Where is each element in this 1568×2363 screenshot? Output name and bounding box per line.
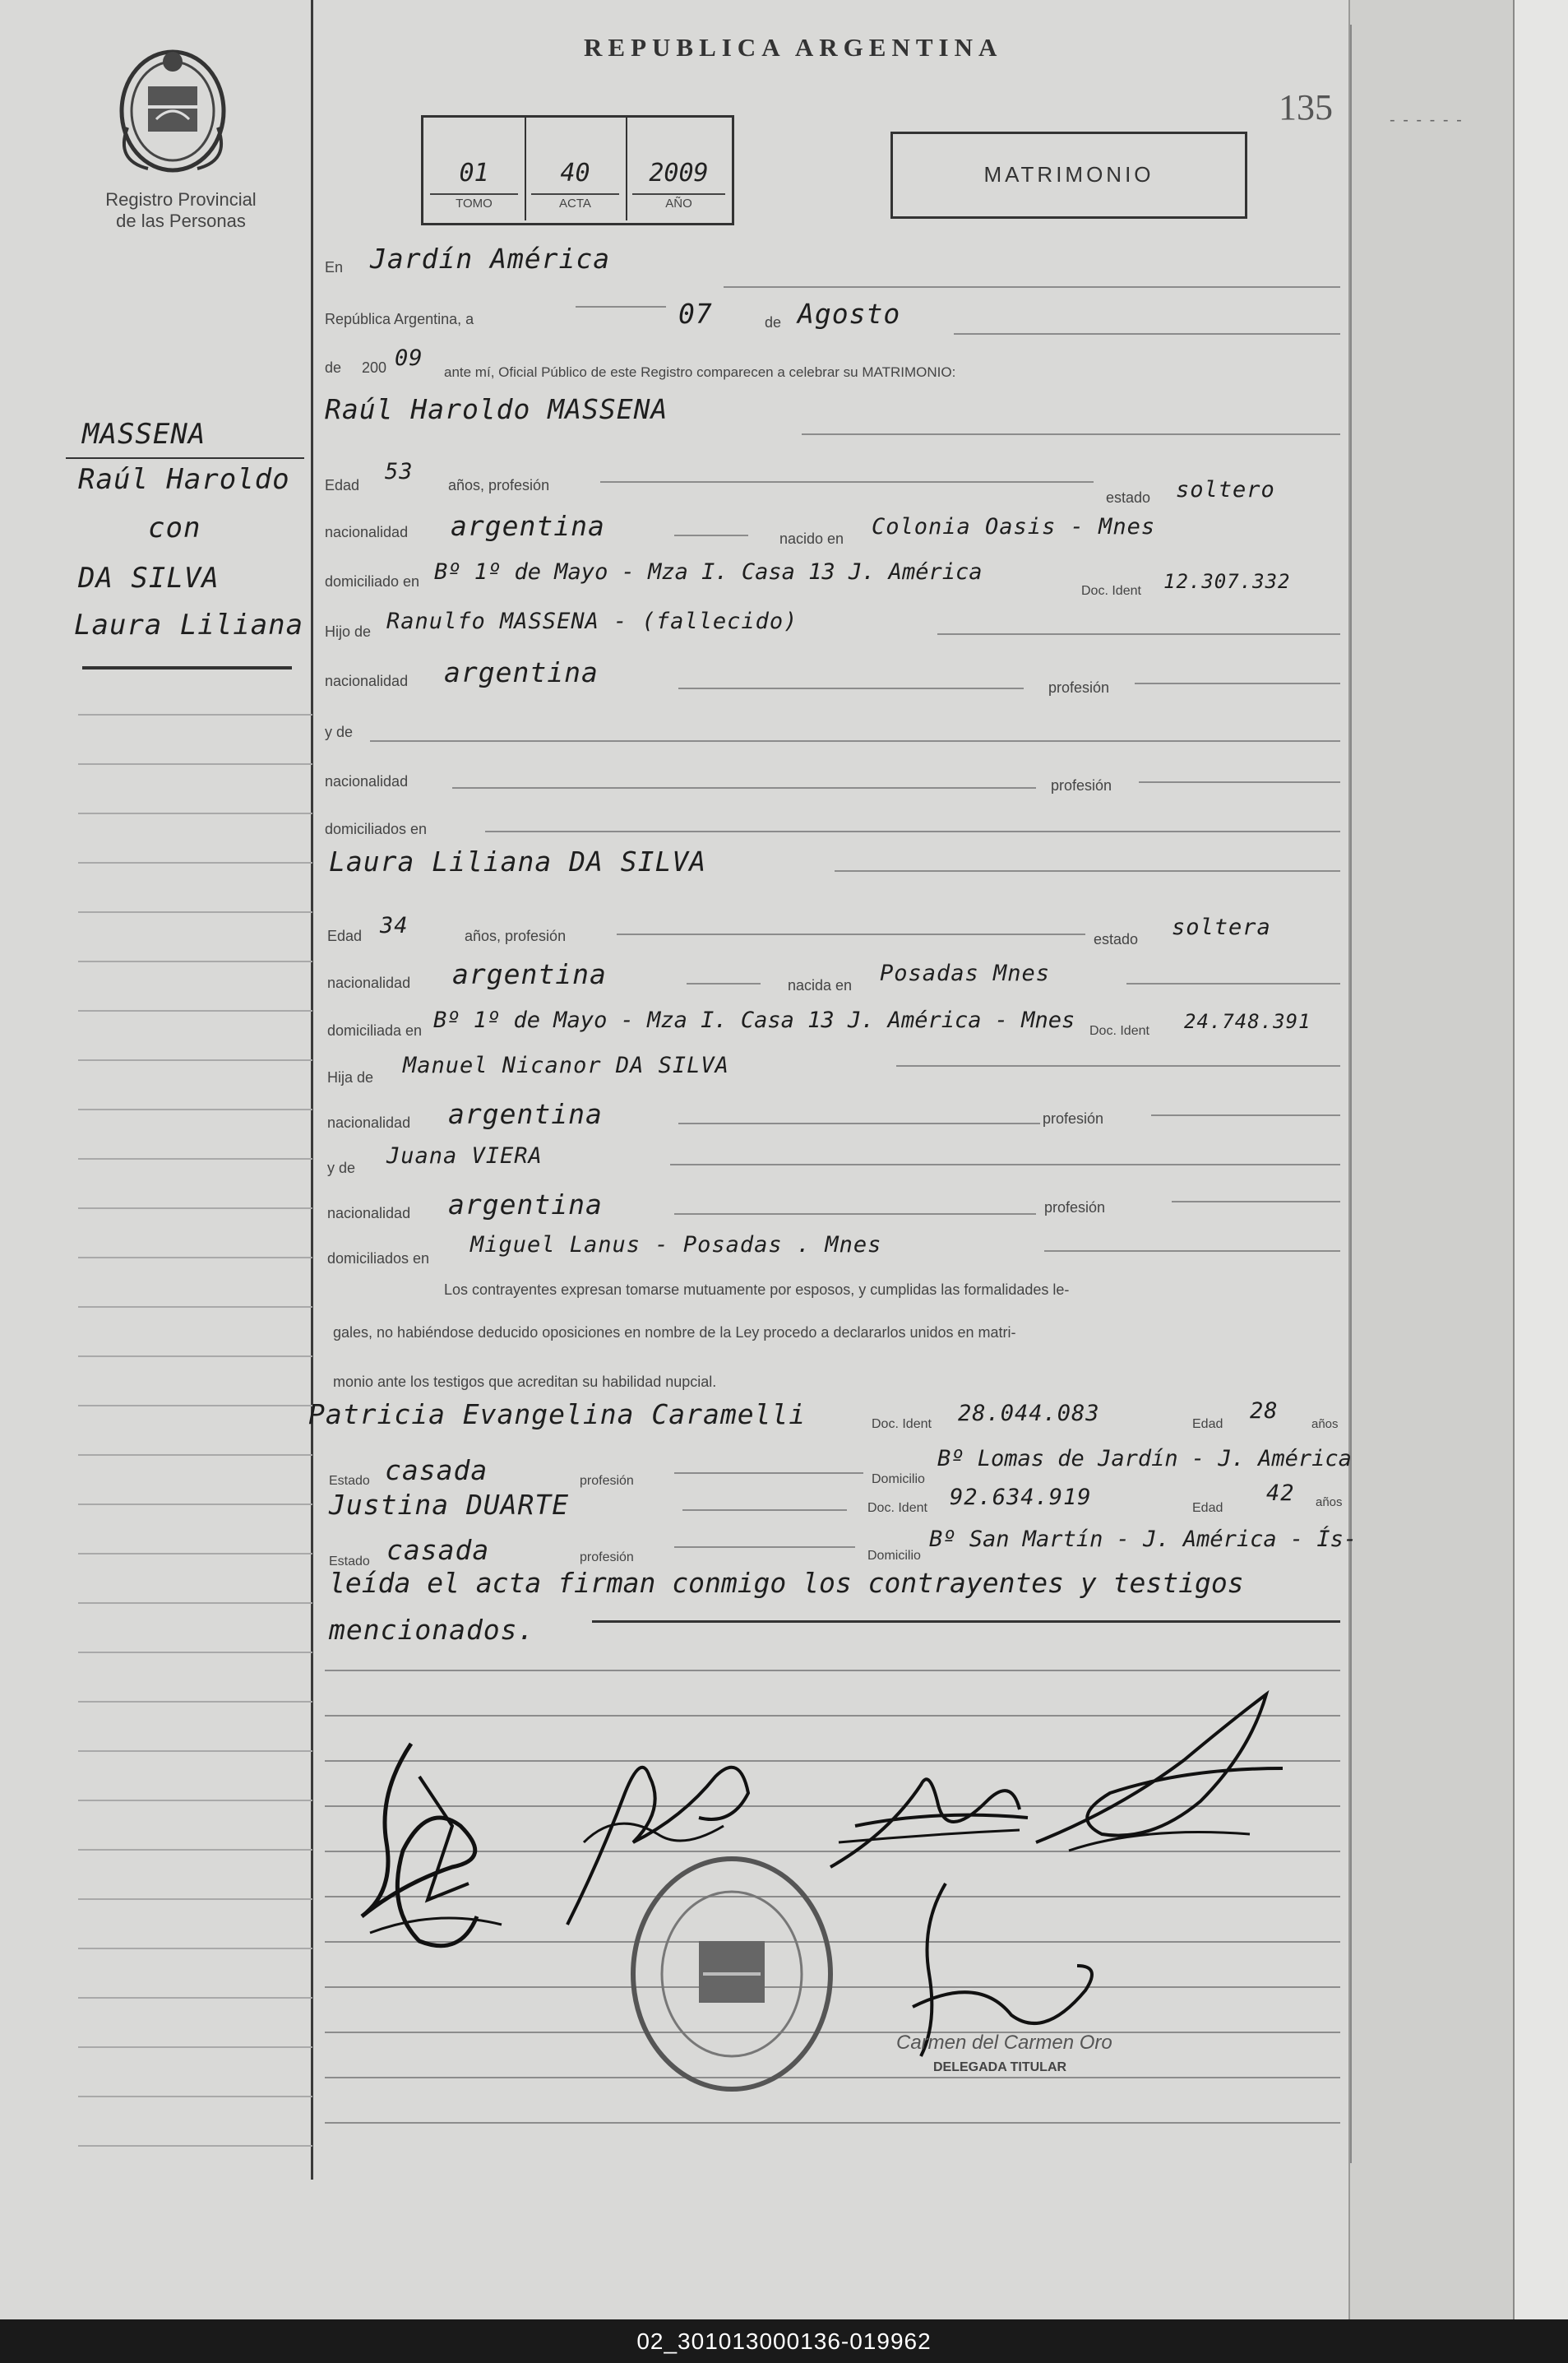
place-value: Jardín América bbox=[370, 243, 611, 275]
label-de-anio: de bbox=[325, 359, 342, 376]
groom-father-nat: argentina bbox=[444, 656, 599, 688]
groom-nationality: argentina bbox=[451, 510, 605, 542]
label-de-mes: de bbox=[765, 314, 782, 331]
groom-doc: 12.307.332 bbox=[1163, 570, 1291, 593]
paragraph-line-2: gales, no habiéndose deducido oposiciones en nombre de la Ley procedo a declararlos unidos en matri- bbox=[333, 1324, 1016, 1341]
paragraph-line-3: monio ante los testigos que acreditan su habilidad nupcial. bbox=[333, 1374, 717, 1390]
anio-label: AÑO bbox=[665, 197, 692, 211]
label-nacido-en: nacido en bbox=[779, 531, 844, 547]
label-domiciliada-en: domiciliada en bbox=[327, 1022, 423, 1039]
label-domiciliados-en-bride: domiciliados en bbox=[327, 1250, 430, 1267]
label-nacionalidad-mother: nacionalidad bbox=[325, 773, 409, 790]
label-nacionalidad-bride: nacionalidad bbox=[327, 975, 411, 991]
officer-title: DELEGADA TITULAR bbox=[933, 2060, 1067, 2074]
witness1-address: Bº Lomas de Jardín - J. América bbox=[937, 1446, 1352, 1471]
label-anios-w1: años bbox=[1311, 1417, 1339, 1431]
bride-status: soltera bbox=[1172, 915, 1271, 940]
witness2-name: Justina DUARTE bbox=[329, 1489, 570, 1521]
label-en: En bbox=[325, 259, 344, 276]
label-profesion-father: profesión bbox=[1048, 679, 1110, 696]
page-edge-outer bbox=[1513, 0, 1568, 2319]
bride-address: Bº 1º de Mayo - Mza I. Casa 13 J. América - Mnes bbox=[433, 1008, 1075, 1033]
label-hijo-de: Hijo de bbox=[325, 623, 372, 640]
country-title: REPUBLICA ARGENTINA bbox=[584, 33, 1003, 62]
label-hija-de: Hija de bbox=[327, 1069, 374, 1086]
label-y-de-mother: y de bbox=[325, 724, 354, 740]
year-suffix: 09 bbox=[395, 345, 423, 371]
groom-address: Bº 1º de Mayo - Mza I. Casa 13 J. América bbox=[434, 559, 983, 585]
act-type-box bbox=[890, 132, 1247, 219]
label-nacionalidad-bride-mother: nacionalidad bbox=[327, 1205, 411, 1221]
label-anios-profesion: años, profesión bbox=[448, 477, 550, 493]
label-anios-w2: años bbox=[1316, 1495, 1343, 1509]
acta-cell bbox=[525, 118, 627, 220]
label-edad-bride: Edad bbox=[327, 928, 363, 944]
bride-nationality: argentina bbox=[452, 958, 607, 990]
label-edad: Edad bbox=[325, 477, 360, 493]
provincial-emblem bbox=[107, 37, 238, 185]
label-doc-ident-bride: Doc. Ident bbox=[1089, 1024, 1149, 1038]
witness2-age: 42 bbox=[1266, 1480, 1295, 1506]
label-estado-w1: Estado bbox=[329, 1474, 370, 1488]
groom-father: Ranulfo MASSENA - (fallecido) bbox=[386, 609, 798, 634]
bride-born: Posadas Mnes bbox=[880, 961, 1051, 986]
label-comparecen: ante mí, Oficial Público de este Registro comparecen a celebrar su MATRIMONIO: bbox=[444, 364, 956, 380]
bride-father-nat: argentina bbox=[448, 1098, 603, 1130]
label-y-de-bride-mother: y de bbox=[327, 1160, 356, 1176]
label-domicilio-w2: Domicilio bbox=[867, 1549, 921, 1563]
officer-name: Carmen del Carmen Oro bbox=[896, 2032, 1112, 2054]
margin-divider bbox=[311, 0, 313, 2180]
day-value: 07 bbox=[678, 298, 713, 330]
label-profesion-w2: profesión bbox=[580, 1550, 634, 1564]
groom-name: Raúl Haroldo MASSENA bbox=[325, 393, 668, 425]
label-estado-bride: estado bbox=[1094, 931, 1139, 948]
label-edad-w1: Edad bbox=[1192, 1417, 1223, 1431]
signature-witness1 bbox=[822, 1752, 1036, 1883]
record-number-box bbox=[421, 115, 734, 225]
label-domicilio-w1: Domicilio bbox=[872, 1472, 925, 1486]
tomo-label: TOMO bbox=[456, 197, 493, 211]
label-domiciliado-en: domiciliado en bbox=[325, 573, 420, 590]
witness1-status: casada bbox=[385, 1454, 488, 1486]
label-nacionalidad: nacionalidad bbox=[325, 524, 409, 540]
label-profesion-w1: profesión bbox=[580, 1474, 634, 1488]
bride-doc: 24.748.391 bbox=[1184, 1010, 1311, 1033]
label-anios-profesion-bride: años, profesión bbox=[465, 928, 567, 944]
witness1-age: 28 bbox=[1250, 1398, 1279, 1424]
label-domiciliados-en: domiciliados en bbox=[325, 821, 428, 837]
witness2-doc: 92.634.919 bbox=[950, 1485, 1092, 1510]
label-nacida-en: nacida en bbox=[788, 977, 853, 994]
anio-cell bbox=[626, 118, 732, 220]
acta-label: ACTA bbox=[559, 197, 591, 211]
bride-mother: Juana VIERA bbox=[386, 1143, 543, 1169]
signature-witness2 bbox=[1020, 1678, 1299, 1875]
bride-mother-nat: argentina bbox=[448, 1188, 603, 1221]
witness1-doc: 28.044.083 bbox=[958, 1401, 1100, 1426]
margin-surname-1: MASSENA bbox=[82, 418, 206, 451]
right-divider bbox=[1350, 25, 1352, 2163]
closing-line-1: leída el acta firman conmigo los contrayentes y testigos bbox=[329, 1567, 1244, 1599]
edge-marks: - - - - - - bbox=[1390, 111, 1464, 129]
label-doc-ident: Doc. Ident bbox=[1081, 584, 1141, 598]
label-estado-w2: Estado bbox=[329, 1554, 370, 1568]
label-profesion-mother: profesión bbox=[1051, 777, 1112, 794]
label-profesion-bride-mother: profesión bbox=[1044, 1199, 1106, 1216]
margin-given-2: Laura Liliana bbox=[74, 609, 304, 642]
witness2-status: casada bbox=[386, 1534, 490, 1566]
scan-id-footer: 02_301013000136-019962 bbox=[0, 2319, 1568, 2363]
margin-given-1: Raúl Haroldo bbox=[78, 463, 290, 496]
page-edge bbox=[1348, 0, 1515, 2319]
witness2-address: Bº San Martín - J. América - Ís- bbox=[929, 1527, 1358, 1552]
witness1-name: Patricia Evangelina Caramelli bbox=[308, 1398, 807, 1430]
label-doc-ident-w1: Doc. Ident bbox=[872, 1417, 932, 1431]
paragraph-line-1: Los contrayentes expresan tomarse mutuamente por esposos, y cumplidas las formalidades le- bbox=[444, 1281, 1070, 1298]
act-type-label: MATRIMONIO bbox=[983, 162, 1154, 187]
year-prefix: 200 bbox=[362, 359, 387, 376]
groom-age: 53 bbox=[385, 459, 414, 484]
label-edad-w2: Edad bbox=[1192, 1501, 1223, 1515]
bride-parents-address: Miguel Lanus - Posadas . Mnes bbox=[470, 1232, 882, 1258]
label-nacionalidad-bride-father: nacionalidad bbox=[327, 1114, 411, 1131]
tomo-value: 01 bbox=[459, 159, 489, 188]
official-seal bbox=[625, 1851, 839, 2101]
groom-status: soltero bbox=[1176, 477, 1275, 503]
anio-value: 2009 bbox=[649, 159, 709, 188]
signature-groom bbox=[354, 1727, 518, 1966]
bride-age: 34 bbox=[380, 913, 409, 938]
label-profesion-bride-father: profesión bbox=[1043, 1110, 1104, 1127]
groom-born: Colonia Oasis - Mnes bbox=[872, 514, 1156, 540]
registry-name: Registro Provincial de las Personas bbox=[105, 189, 257, 231]
margin-con: con bbox=[148, 512, 201, 544]
label-estado: estado bbox=[1106, 489, 1151, 506]
label-republica: República Argentina, a bbox=[325, 311, 474, 327]
margin-surname-2: DA SILVA bbox=[78, 562, 220, 595]
bride-name: Laura Liliana DA SILVA bbox=[329, 846, 707, 878]
bride-father: Manuel Nicanor DA SILVA bbox=[403, 1053, 729, 1078]
label-doc-ident-w2: Doc. Ident bbox=[867, 1501, 927, 1515]
month-value: Agosto bbox=[798, 298, 901, 330]
acta-value: 40 bbox=[560, 159, 590, 188]
folio-number: 135 bbox=[1279, 87, 1333, 127]
tomo-cell bbox=[423, 118, 526, 220]
closing-line-2: mencionados. bbox=[329, 1614, 535, 1646]
label-nacionalidad-father: nacionalidad bbox=[325, 673, 409, 689]
